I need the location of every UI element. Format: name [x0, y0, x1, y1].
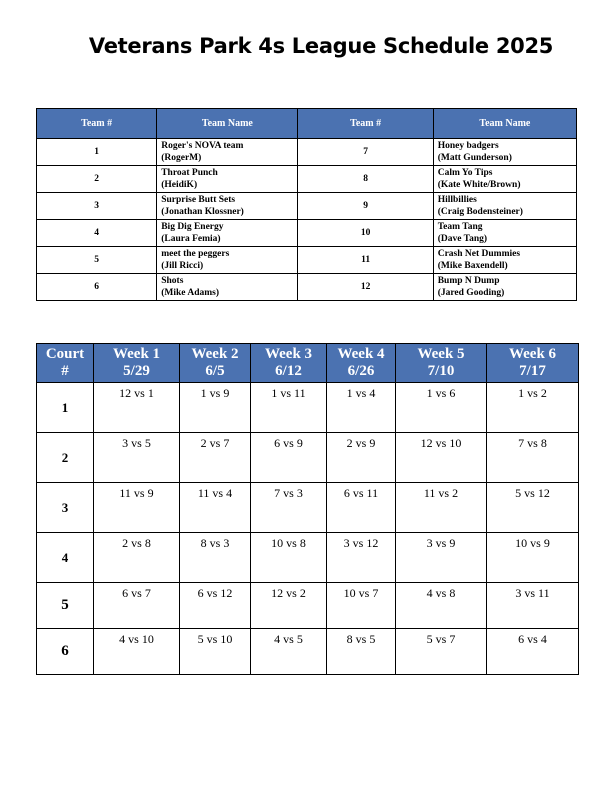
week-date: 7/17: [519, 363, 546, 379]
team-name-cell: [157, 274, 298, 301]
week-label: Week 3: [264, 346, 313, 362]
team-number: 7: [298, 139, 433, 166]
team-name: Hillbillies: [437, 195, 477, 205]
team-name-cell: [157, 193, 298, 220]
team-row: [37, 274, 577, 301]
matchup-cell: 10 vs 9: [487, 533, 579, 583]
court-row: [37, 533, 579, 583]
matchup-cell: 7 vs 3: [251, 483, 327, 533]
team-number: 6: [37, 274, 157, 301]
team-row: [37, 247, 577, 274]
team-name: Bump N Dump: [437, 276, 500, 286]
week-header: [94, 344, 180, 383]
team-name: Throat Punch: [161, 168, 218, 178]
matchup-cell: 5 vs 12: [487, 483, 579, 533]
team-row: [37, 166, 577, 193]
matchup-cell: 12 vs 10: [396, 433, 487, 483]
week-date: 6/12: [275, 363, 302, 379]
week-label: Week 1: [112, 346, 161, 362]
matchup-cell: 6 vs 7: [94, 583, 180, 629]
teams-header-row: [37, 109, 577, 139]
team-name-cell: [157, 220, 298, 247]
teams-table: [36, 108, 577, 301]
court-row: [37, 583, 579, 629]
week-header: [396, 344, 487, 383]
matchup-cell: 1 vs 2: [487, 383, 579, 433]
matchup-cell: 11 vs 4: [180, 483, 251, 533]
schedule-table: [36, 343, 579, 675]
matchup-cell: 6 vs 9: [251, 433, 327, 483]
team-name-cell: [157, 139, 298, 166]
matchup-cell: 5 vs 10: [180, 629, 251, 675]
matchup-cell: 10 vs 8: [251, 533, 327, 583]
team-number: 12: [298, 274, 433, 301]
court-row: [37, 433, 579, 483]
matchup-cell: 4 vs 8: [396, 583, 487, 629]
team-name-cell: [433, 166, 576, 193]
team-number: 2: [37, 166, 157, 193]
team-captain: (Craig Bodensteiner): [437, 207, 523, 217]
matchup-cell: 6 vs 12: [180, 583, 251, 629]
court-row: [37, 483, 579, 533]
team-captain: (Kate White/Brown): [437, 180, 521, 190]
matchup-cell: 8 vs 5: [327, 629, 396, 675]
team-number: 3: [37, 193, 157, 220]
team-captain: (Matt Gunderson): [437, 153, 512, 163]
week-header: [251, 344, 327, 383]
court-number: 6: [37, 629, 94, 675]
schedule-header-row: [37, 344, 579, 383]
matchup-cell: 11 vs 9: [94, 483, 180, 533]
court-number: 5: [37, 583, 94, 629]
week-date: 6/5: [205, 363, 225, 379]
header-team-name: Team Name: [433, 109, 576, 139]
matchup-cell: 8 vs 3: [180, 533, 251, 583]
matchup-cell: 2 vs 8: [94, 533, 180, 583]
team-name: Calm Yo Tips: [437, 168, 493, 178]
team-number: 9: [298, 193, 433, 220]
matchup-cell: 6 vs 4: [487, 629, 579, 675]
team-name: Surprise Butt Sets: [161, 195, 236, 205]
court-header-symbol: #: [61, 363, 69, 379]
team-name: meet the peggers: [161, 249, 230, 259]
week-header: [487, 344, 579, 383]
week-date: 5/29: [123, 363, 150, 379]
team-name-cell: [433, 139, 576, 166]
team-name: Team Tang: [437, 222, 483, 232]
team-name-cell: [157, 166, 298, 193]
team-name: Roger's NOVA team: [161, 141, 244, 151]
team-captain: (Jonathan Klossner): [161, 207, 244, 217]
team-name-cell: [157, 247, 298, 274]
team-number: 4: [37, 220, 157, 247]
team-name: Honey badgers: [437, 141, 499, 151]
week-header: [180, 344, 251, 383]
matchup-cell: 1 vs 6: [396, 383, 487, 433]
week-date: 6/26: [347, 363, 375, 379]
court-number: 4: [37, 533, 94, 583]
court-row: [37, 383, 579, 433]
team-number: 1: [37, 139, 157, 166]
team-name-cell: [433, 274, 576, 301]
header-team-number: Team #: [298, 109, 433, 139]
team-captain: (Jared Gooding): [437, 288, 505, 298]
team-name: Shots: [161, 276, 184, 286]
matchup-cell: 10 vs 7: [327, 583, 396, 629]
team-captain: (Mike Baxendell): [437, 261, 508, 271]
team-captain: (HeidiK): [161, 180, 198, 190]
court-number: 3: [37, 483, 94, 533]
court-header: [37, 344, 94, 383]
team-captain: (RogerM): [161, 153, 202, 163]
team-number: 8: [298, 166, 433, 193]
matchup-cell: 3 vs 11: [487, 583, 579, 629]
team-name-cell: [433, 193, 576, 220]
matchup-cell: 4 vs 10: [94, 629, 180, 675]
team-name-cell: [433, 220, 576, 247]
matchup-cell: 5 vs 7: [396, 629, 487, 675]
header-team-number: Team #: [37, 109, 157, 139]
team-captain: (Mike Adams): [161, 288, 220, 298]
team-captain: (Laura Femia): [161, 234, 221, 244]
matchup-cell: 1 vs 9: [180, 383, 251, 433]
team-number: 10: [298, 220, 433, 247]
matchup-cell: 4 vs 5: [251, 629, 327, 675]
week-label: Week 4: [337, 346, 385, 362]
team-name-cell: [433, 247, 576, 274]
matchup-cell: 2 vs 9: [327, 433, 396, 483]
team-number: 11: [298, 247, 433, 274]
header-team-name: Team Name: [157, 109, 298, 139]
court-number: 1: [37, 383, 94, 433]
team-number: 5: [37, 247, 157, 274]
week-label: Week 2: [191, 346, 239, 362]
matchup-cell: 3 vs 9: [396, 533, 487, 583]
team-row: [37, 139, 577, 166]
team-captain: (Jill Ricci): [161, 261, 204, 271]
page-title: Veterans Park 4s League Schedule 2025: [88, 34, 554, 58]
court-header-label: Court: [45, 346, 85, 362]
matchup-cell: 1 vs 4: [327, 383, 396, 433]
week-label: Week 5: [417, 346, 465, 362]
team-row: [37, 220, 577, 247]
matchup-cell: 12 vs 1: [94, 383, 180, 433]
matchup-cell: 12 vs 2: [251, 583, 327, 629]
court-row: [37, 629, 579, 675]
matchup-cell: 6 vs 11: [327, 483, 396, 533]
matchup-cell: 11 vs 2: [396, 483, 487, 533]
week-date: 7/10: [427, 363, 455, 379]
court-number: 2: [37, 433, 94, 483]
matchup-cell: 7 vs 8: [487, 433, 579, 483]
matchup-cell: 3 vs 12: [327, 533, 396, 583]
matchup-cell: 3 vs 5: [94, 433, 180, 483]
team-name: Big Dig Energy: [161, 222, 224, 232]
week-header: [327, 344, 396, 383]
team-row: [37, 193, 577, 220]
team-name: Crash Net Dummies: [437, 249, 521, 259]
week-label: Week 6: [508, 346, 557, 362]
team-captain: (Dave Tang): [437, 234, 488, 244]
matchup-cell: 1 vs 11: [251, 383, 327, 433]
matchup-cell: 2 vs 7: [180, 433, 251, 483]
